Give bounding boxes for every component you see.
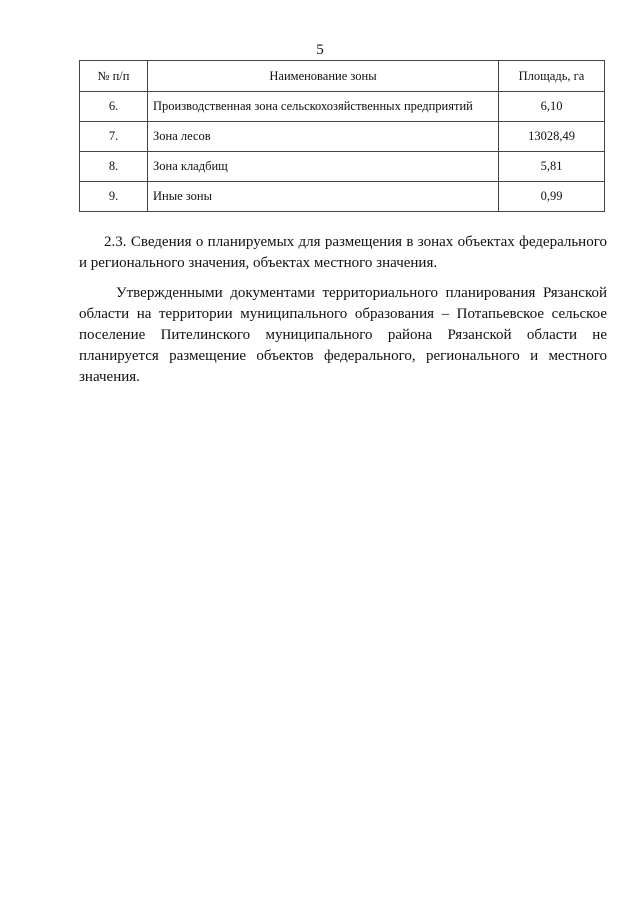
zone-name: Зона лесов: [148, 122, 499, 152]
row-number: 6.: [80, 92, 148, 122]
row-number: 8.: [80, 152, 148, 182]
table-row: [80, 122, 605, 152]
row-number: 9.: [80, 182, 148, 212]
section-heading-paragraph: 2.3. Сведения о планируемых для размещения в зонах объектах федерального и регионального значения, объектах местного значения.: [79, 234, 607, 271]
zone-name: Зона кладбищ: [148, 152, 499, 182]
zone-area: 6,10: [499, 92, 605, 122]
zones-table: [79, 60, 605, 212]
body-paragraph: Утвержденными документами территориального планирования Рязанской области на территории муниципального образования – Потапьевское сельское поселение Пителинского муниципального района Рязанской области не планируется размещение объектов федерального, регионального и местного значения.: [79, 285, 607, 385]
table-header-row: [80, 61, 605, 92]
column-header-area: Площадь, га: [499, 61, 605, 92]
table-row: [80, 92, 605, 122]
zone-area: 13028,49: [499, 122, 605, 152]
zone-name: Производственная зона сельскохозяйственных предприятий: [148, 92, 499, 122]
column-header-zone-name: Наименование зоны: [148, 61, 499, 92]
column-header-number: № п/п: [80, 61, 148, 92]
zone-name: Иные зоны: [148, 182, 499, 212]
zone-area: 0,99: [499, 182, 605, 212]
table-row: [80, 182, 605, 212]
table-row: [80, 152, 605, 182]
zone-area: 5,81: [499, 152, 605, 182]
row-number: 7.: [80, 122, 148, 152]
page-number: 5: [316, 42, 324, 58]
